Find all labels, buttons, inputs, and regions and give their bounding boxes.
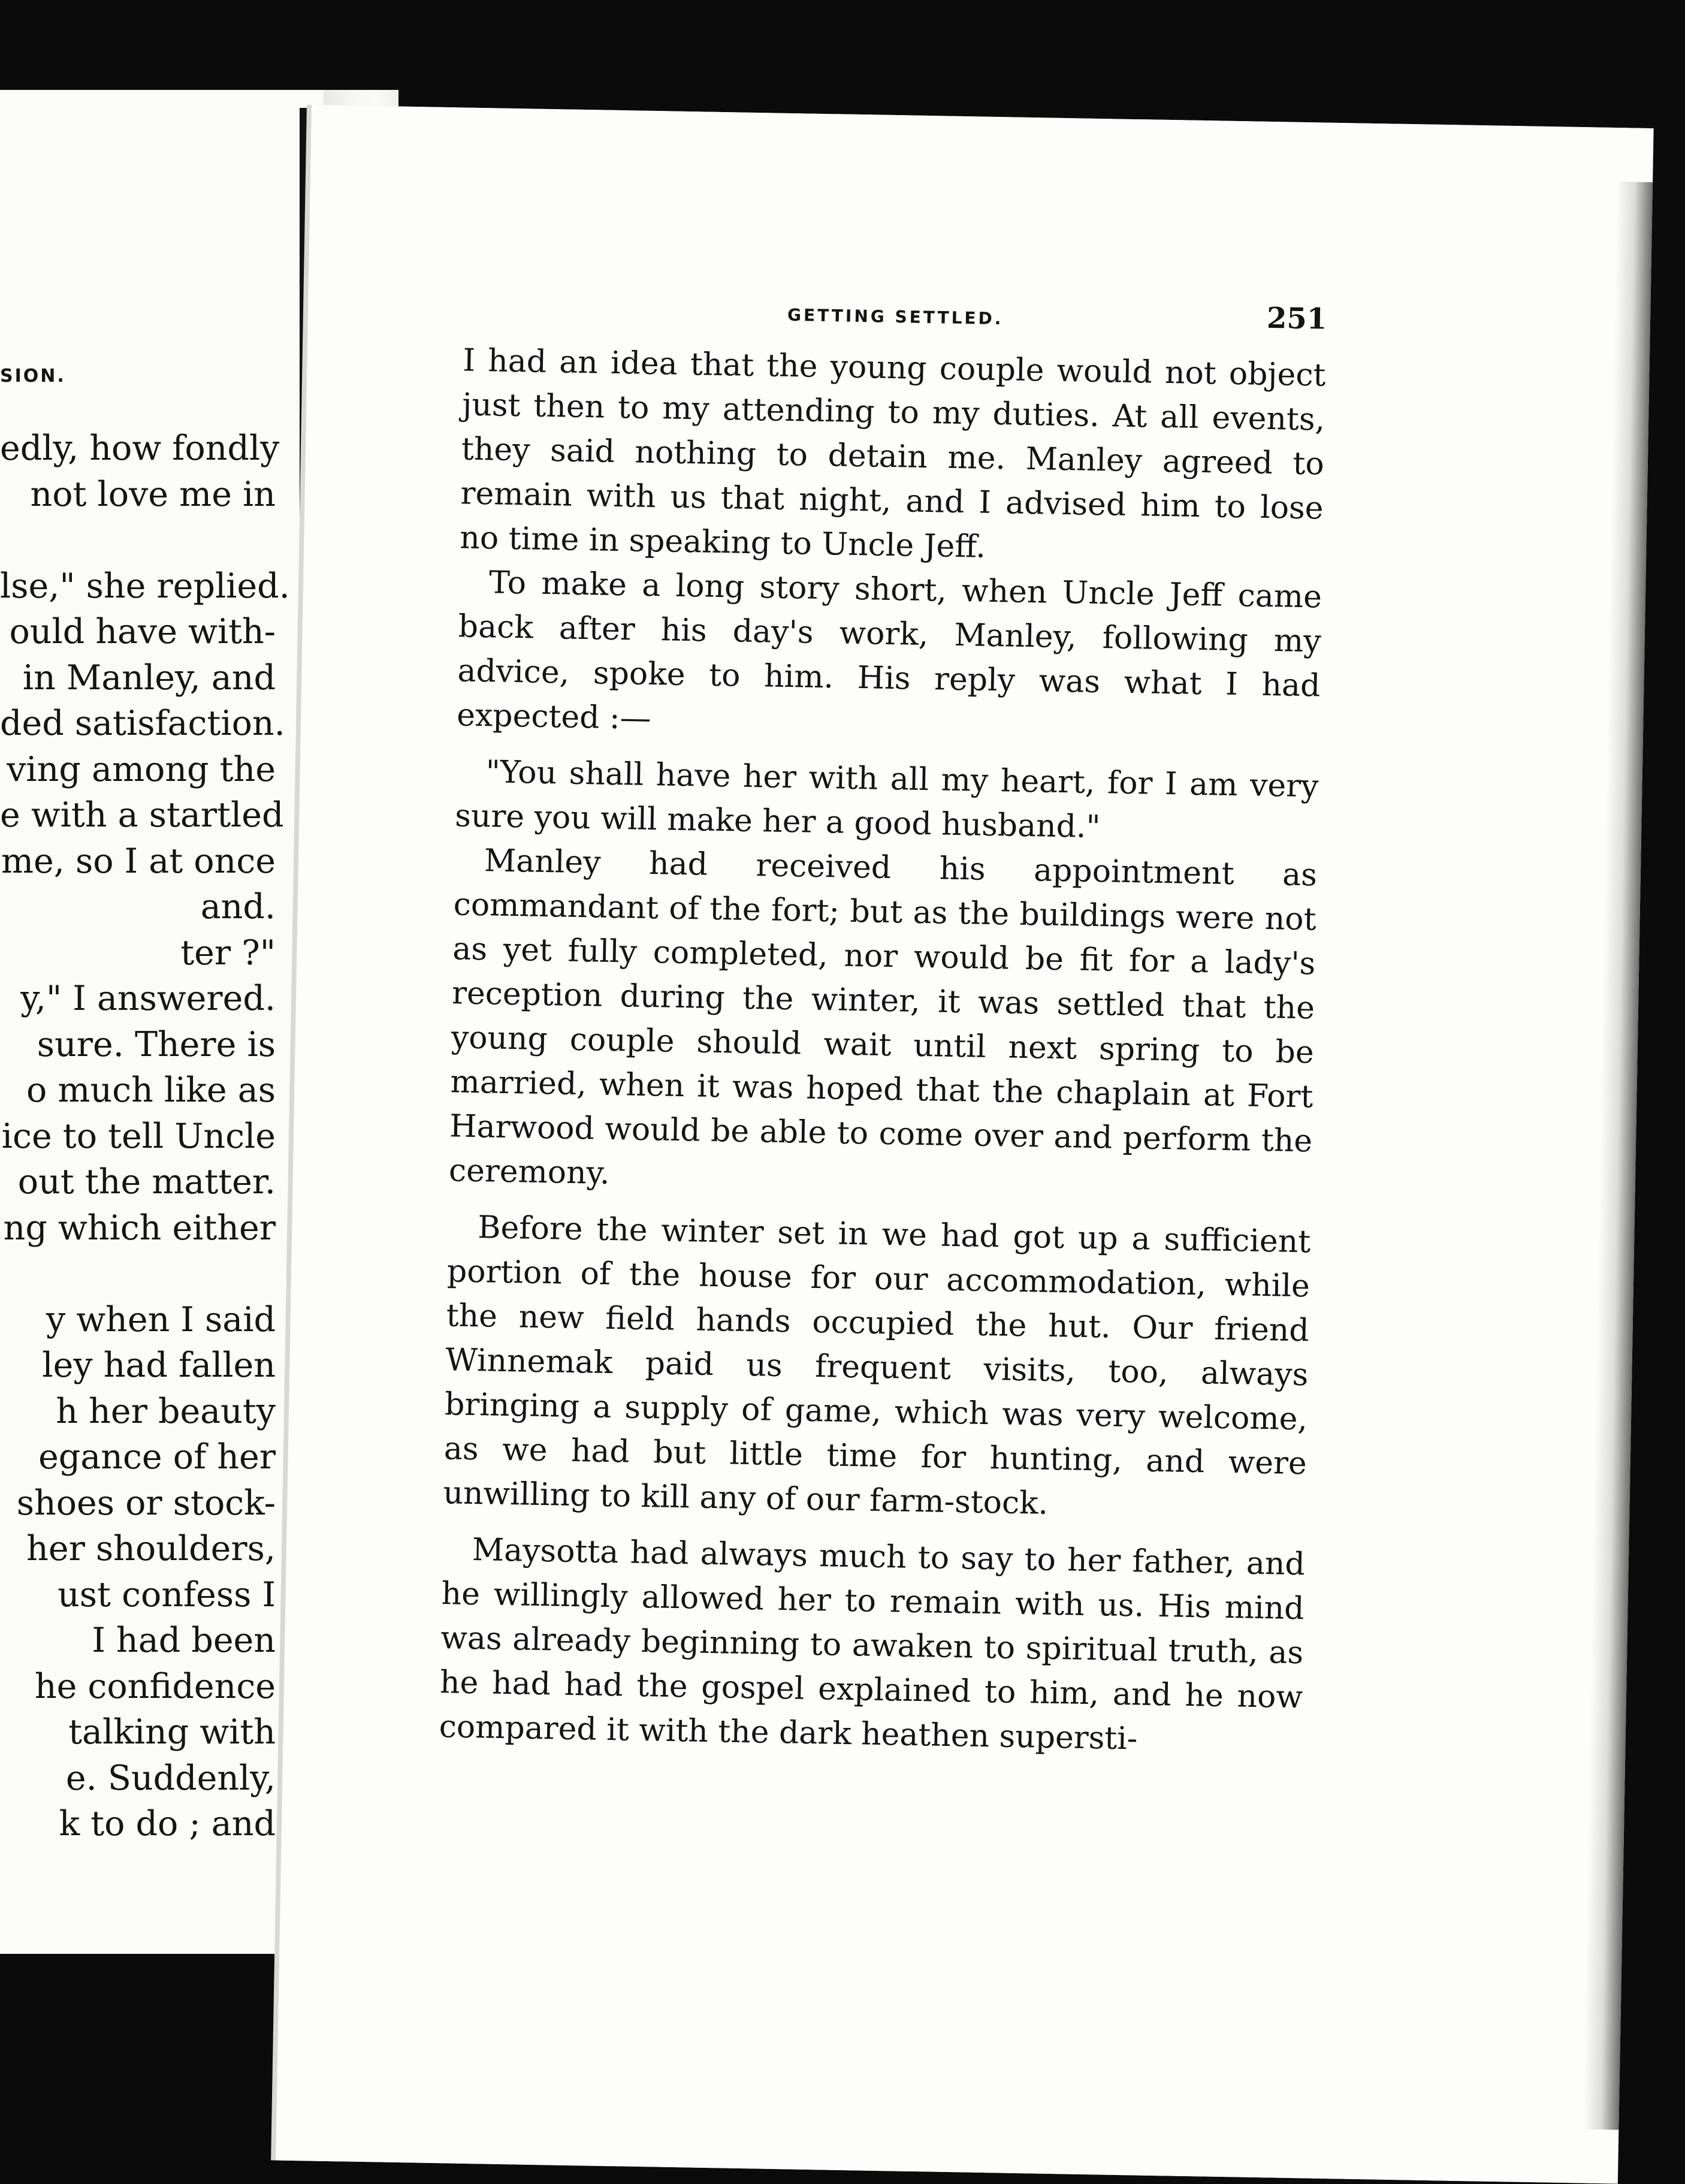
left-line: I had been [92,1621,276,1660]
paragraph-4: Manley had received his appointment as commandant of the fort; but as the buildings were not as yet fully completed, nor would be fit for a lady's reception during the winter, it was settled that the young couple should wait until next spring to be married, when it was hoped that the chaplain at Fort Harwood would be able to come over and perform the ceremony. [448,843,1318,1191]
left-line: y," I answered. [20,979,276,1018]
left-line: ded satisfaction. [0,704,285,743]
left-line: ter ?" [180,933,276,973]
left-line: shoes or stock- [16,1483,276,1523]
left-line: o much like as [26,1070,276,1110]
right-page [276,105,1654,2184]
left-running-head: SION. [0,366,66,387]
page-number: 251 [1266,301,1327,336]
left-line: in Manley, and [22,657,276,698]
left-line: e. Suddenly, [65,1758,276,1798]
left-line: ng which either [3,1208,276,1248]
left-line: egance of her [38,1437,276,1477]
left-line: e with a startled [0,795,284,835]
left-line: sure. There is [37,1024,276,1064]
left-line: and. [200,887,276,927]
left-page-text [0,426,290,1847]
left-line: he confidence [34,1666,276,1706]
left-line: her shoulders, [26,1529,276,1568]
left-page [0,90,324,1954]
left-line: talking with [68,1712,276,1752]
left-line: lse," she replied. [0,566,290,606]
paragraph-5: Before the winter set in we had got up a sufficient portion of the house for our accommodation, while the new field hands occupied the hut. Our friend Winnemak paid us frequent visits, too, always bringing a supply of game, which was very welcome, as we had but little time for hunting, and were unwilling to kill any of our farm-stock. [443,1209,1311,1522]
left-line: ould have with- [9,612,276,651]
left-line: y when I said [46,1299,276,1340]
paragraph-1: I had an idea that the young couple would not object just then to my attending to my duties. At all events, they said nothing to detain me. Manley agreed to remain with us that night, and I advised him to lose no time in speaking to Uncle Jeff. [459,342,1326,565]
left-line: ust confess I [58,1574,276,1615]
left-line: k to do ; and [59,1804,276,1844]
paragraph-3: "You shall have her with all my heart, for I am very sure you will make her a good husband." [454,754,1319,846]
paragraph-2: To make a long story short, when Uncle Jeff came back after his day's work, Manley, following my advice, spoke to him. His reply was what I had expected :— [456,565,1322,737]
running-head: GETTING SETTLED. [787,304,1004,329]
left-line [0,517,276,563]
left-line: ley had fallen [42,1346,276,1385]
left-line: ving among the [7,749,276,789]
left-line [0,1251,276,1297]
page-edge-shadow [1583,182,1653,2130]
left-line: out the matter. [17,1162,276,1202]
left-line: ice to tell Uncle [1,1116,276,1156]
left-line: not love me in [30,474,276,514]
body-text [439,338,1326,1764]
left-line: edly, how fondly [0,429,280,468]
paragraph-6: Maysotta had always much to say to her father, and he willingly allowed her to remain with us. His mind was already beginning to awaken to spiritual truth, as he had had the gospel explained to him, and he now compared it with the dark heathen supersti- [439,1532,1306,1757]
left-line: h her beauty [56,1391,276,1431]
left-line: me, so I at once [1,841,276,881]
